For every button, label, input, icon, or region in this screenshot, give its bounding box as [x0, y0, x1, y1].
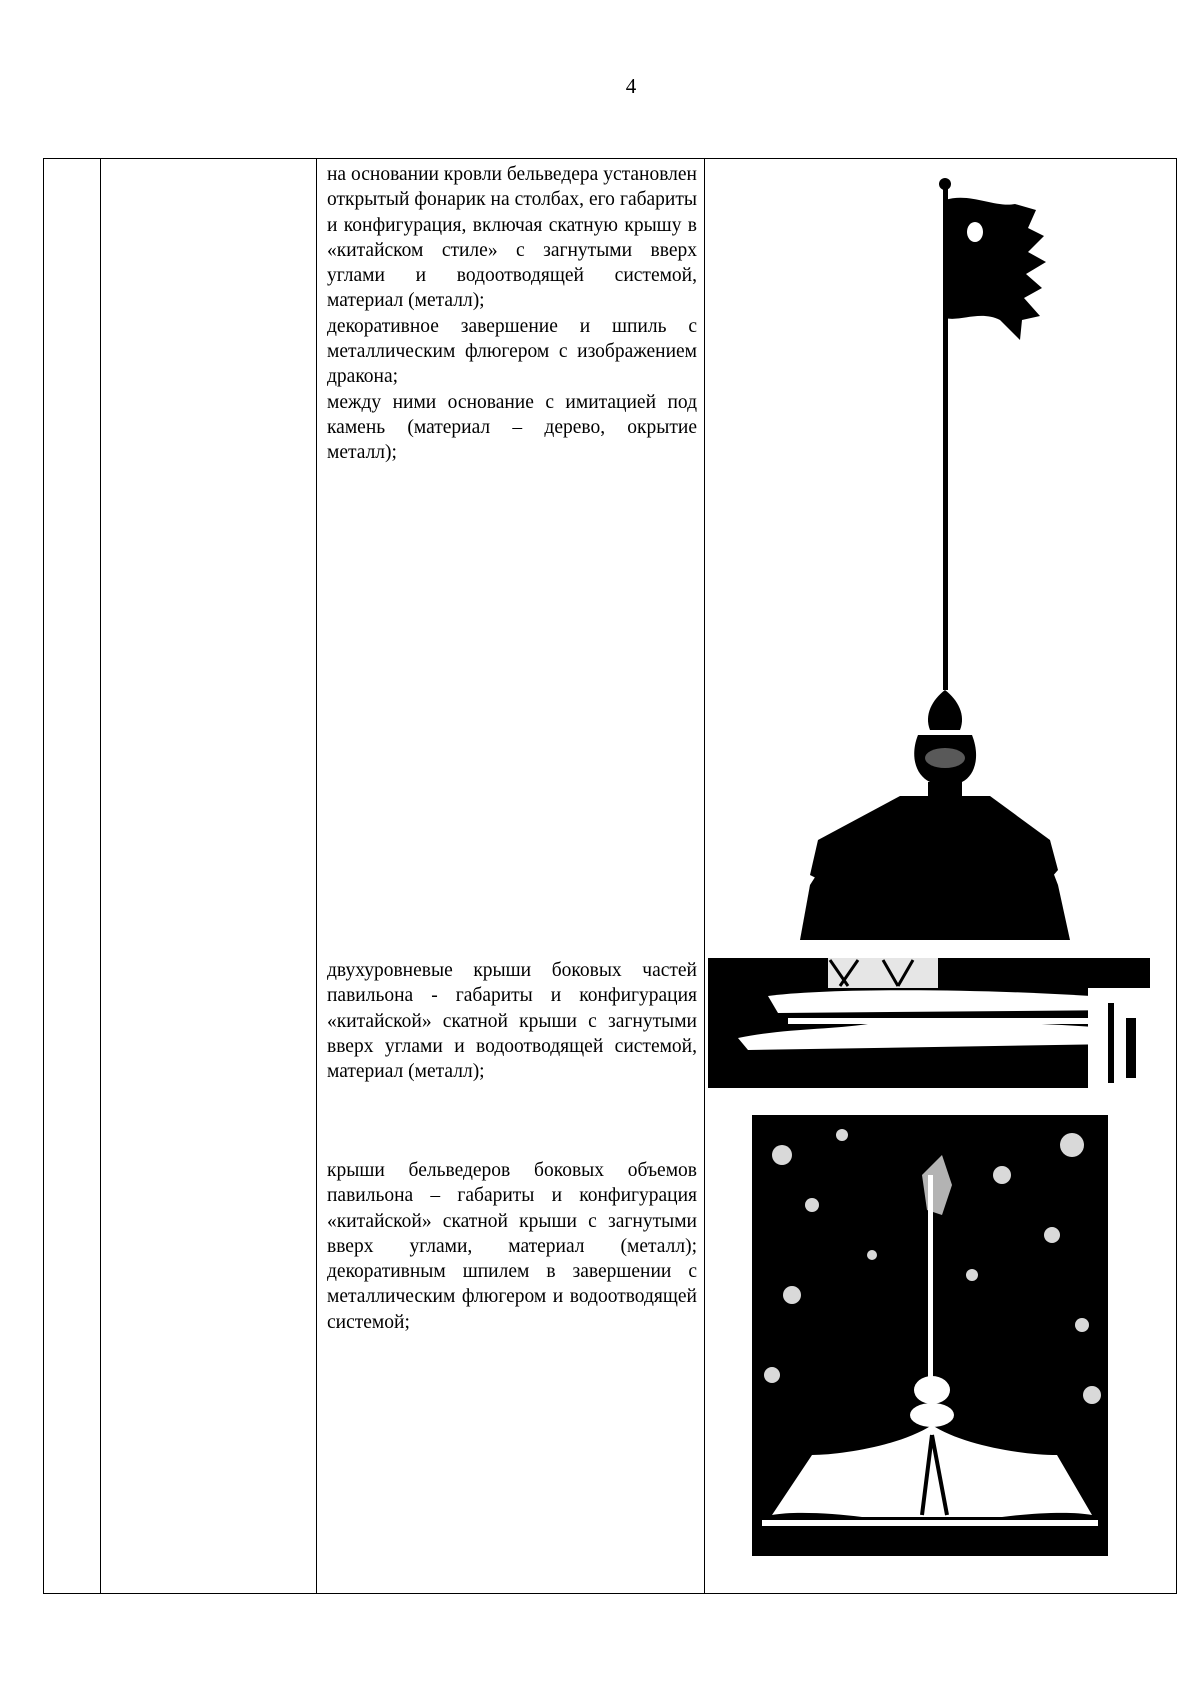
description-paragraph: крыши бельведеров боковых объемов павильона – габариты и конфигурация «китайской» скатной крыши с загнутыми вверх углами, материал (металл); декоративным шпилем в завершении с металлическим флюгером и водоотводящей системой;	[327, 1160, 697, 1333]
description-cell-1	[327, 162, 697, 466]
description-cell-3	[327, 1158, 697, 1335]
two-tier-roof-photo	[708, 958, 1150, 1088]
spire-with-dragon-weathervane-photo	[800, 170, 1070, 940]
table-divider	[704, 159, 705, 1593]
description-paragraph: между ними основание с имитацией под камень (материал – дерево, окрытие металл);	[327, 391, 697, 464]
description-paragraph: декоративное завершение и шпиль с металлическим флюгером с изображением дракона;	[327, 315, 697, 388]
description-paragraph: на основании кровли бельведера установлен открытый фонарик на столбах, его габариты и конфигурация, включая скатную крышу в «китайском стиле» с загнутыми вверх углами и водоотводящей системой, материал (металл);	[327, 164, 697, 312]
table-divider	[316, 159, 317, 1593]
page-number: 4	[625, 74, 637, 98]
belvedere-roof-spire-photo	[752, 1115, 1108, 1556]
description-cell-2	[327, 958, 697, 1084]
description-paragraph: двухуровневые крыши боковых частей павильона - габариты и конфигурация «китайской» скатной крыши с загнутыми вверх углами и водоотводящей системой, материал (металл);	[327, 960, 697, 1083]
table-divider	[100, 159, 101, 1593]
